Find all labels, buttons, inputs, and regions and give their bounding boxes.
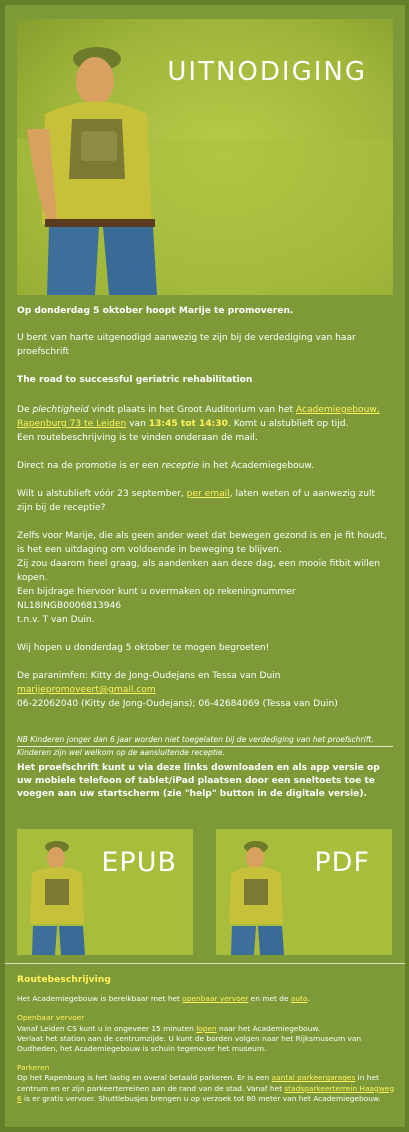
ov-text-2: naar het Academiegebouw. — [216, 1023, 321, 1033]
parkeergarages-link[interactable]: aantal parkeergarages — [271, 1073, 356, 1083]
invite-text: U bent van harte uitgenodigd aanwezig te zijn bij de verdediging van haar proefschrift — [17, 333, 356, 357]
gift-line-2: is het een uitdaging om voldoende in beweging te blijven. — [17, 545, 282, 555]
contact-email-link[interactable]: marijepromoveert@gmail.com — [17, 685, 156, 695]
gift-paragraph — [17, 529, 393, 627]
thesis-title: The road to successful geriatric rehabilitation — [17, 375, 253, 385]
route-heading: Routebeschrijving — [17, 974, 111, 985]
route-section — [17, 975, 397, 1104]
note-line-2: Kinderen zijn wel welkom op de aansluitende receptie. — [17, 748, 225, 757]
downloads-text: Het proefschrift kunt u via deze links downloaden en als app versie op uw mobiele telefoon of tablet/iPad plaatsen door een sneltoets toe te voegen aan uw startscherm (zie "help" button in de digitale versie). — [17, 763, 380, 799]
reception-paragraph — [17, 459, 393, 473]
rsvp-text-1: Wilt u alstublieft vóór 23 september, — [17, 489, 187, 499]
venue-paragraph — [17, 403, 393, 445]
gift-line-3: Zij zou daarom heel graag, als aandenken aan deze dag, een mooie fitbit willen kopen. — [17, 559, 381, 583]
gift-line-5: t.n.v. T van Duin. — [17, 615, 95, 625]
route-intro — [17, 994, 397, 1004]
venue-address-link[interactable]: Academiegebouw, Rapenburg 73 te Leiden — [17, 405, 380, 429]
rsvp-text-2: , laten weten of u aanwezig zult zijn bij de receptie? — [17, 489, 376, 513]
venue-text-4: . Komt u alstublieft op tijd. — [227, 419, 349, 429]
pdf-label: PDF — [314, 847, 370, 878]
ov-heading: Openbaar vervoer — [17, 1013, 85, 1023]
venue-text-2: vindt plaats in het Groot Auditorium van het — [88, 405, 296, 415]
gift-line-1: Zelfs voor Marije, die als geen ander weet dat bewegen gezond is en je fit houdt, — [17, 531, 387, 541]
route-intro-text-1: Het Academiegebouw is bereikbaar met het — [17, 994, 183, 1004]
divider-route — [5, 963, 405, 964]
ov-paragraph — [17, 1024, 397, 1055]
park-text-1: Op het Rapenburg is het lastig en overal betaald parkeren. Er is een — [17, 1073, 272, 1083]
route-intro-text-2: en met de — [248, 994, 291, 1004]
ov-link[interactable]: openbaar vervoer — [182, 994, 249, 1004]
park-heading: Parkeren — [17, 1063, 50, 1073]
venue-time: 13:45 tot 14:30 — [148, 419, 228, 429]
ov-text-1: Vanaf Leiden CS kunt u in ongeveer 15 minuten — [17, 1023, 197, 1033]
invitation-body — [17, 301, 393, 759]
pdf-download-button[interactable] — [216, 829, 392, 955]
divider — [17, 746, 393, 747]
venue-plechtigheid: plechtigheid — [32, 405, 89, 415]
headline: Op donderdag 5 oktober hoopt Marije te promoveren. — [17, 306, 294, 316]
paranimfen-paragraph — [17, 669, 393, 711]
rsvp-email-link[interactable]: per email — [186, 489, 230, 499]
hero-image — [17, 19, 393, 295]
lopen-link[interactable]: lopen — [196, 1023, 217, 1033]
auto-link[interactable]: auto — [290, 994, 308, 1004]
gift-line-4: Een bijdrage hiervoor kunt u overmaken op rekeningnummer NL18INGB0006813946 — [17, 587, 296, 611]
paranimfen-phones: 06-22062040 (Kitty de Jong-Oudejans); 06-42684069 (Tessa van Duin) — [17, 699, 338, 709]
closing-text: Wij hopen u donderdag 5 oktober te mogen begroeten! — [17, 643, 270, 653]
epub-label: EPUB — [101, 847, 177, 878]
park-text-2: in het centrum en er zijn parkeerterreinen aan de rand van de stad. Vanaf het — [17, 1073, 379, 1093]
rsvp-paragraph — [17, 487, 393, 515]
hero-title: UITNODIGING — [167, 57, 367, 87]
route-intro-text-3: . — [307, 994, 310, 1004]
invitation-panel — [5, 5, 405, 1127]
venue-text-3: van — [126, 419, 149, 429]
stadsparkeerterrein-link[interactable]: stadsparkeerterrein Haagweg 6 — [17, 1083, 395, 1103]
paranimfen-label: De paranimfen: Kitty de Jong-Oudejans en Tessa van Duin — [17, 671, 281, 681]
epub-download-button[interactable] — [17, 829, 193, 955]
reception-text-1: Direct na de promotie is er een — [17, 461, 162, 471]
reception-word: receptie — [161, 461, 200, 471]
park-text-3: is er gratis vervoer. Shuttlebusjes brengen u op verzoek tot 80 meter van het Academiegebouw. — [21, 1093, 381, 1103]
route-note: Een routebeschrijving is te vinden onderaan de mail. — [17, 433, 258, 443]
venue-text-1: De — [17, 405, 33, 415]
reception-text-2: in het Academiegebouw. — [199, 461, 314, 471]
park-paragraph — [17, 1073, 397, 1104]
ov-text-3: Verlaat het station aan de centrumzijde. U kunt de borden volgen naar het Rijksmuseum van Oudheden, het Academiegebouw is schuin tegenover het museum. — [17, 1033, 362, 1054]
note-line-1: NB Kinderen jonger dan 6 jaar worden niet toegelaten bij de verdediging van het proefschrift. — [17, 735, 374, 744]
